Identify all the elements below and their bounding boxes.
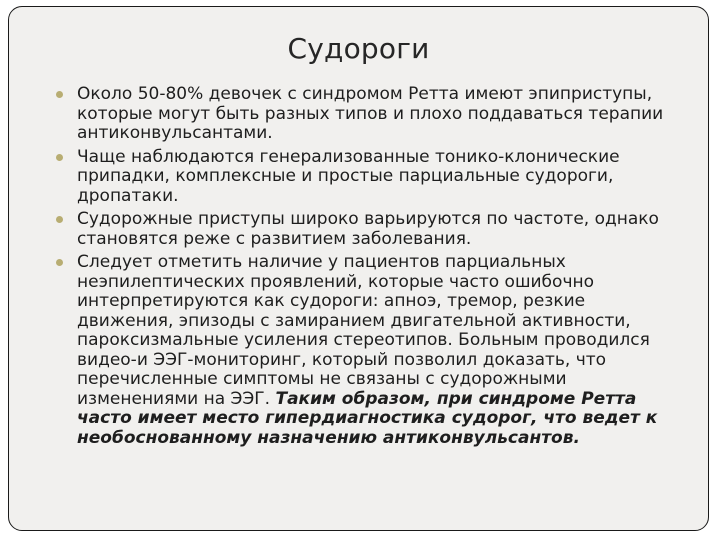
bullet-item [55, 85, 680, 144]
bullet-emphasis-text: Таким образом, при синдроме Ретта часто имеет место гипердиагностика судорог, что ведет к необоснованному назначению антиконвульсантов. [77, 388, 658, 448]
bullet-text: Чаще наблюдаются генерализованные тонико-клонические припадки, комплексные и простые парциальные судороги, дропатаки. [77, 146, 620, 206]
bullet-marker [56, 216, 63, 223]
bullet-text: Около 50-80% девочек с синдромом Ретта имеют эпиприступы, которые могут быть разных типов и плохо поддаваться терапии антиконвульсантами. [77, 84, 664, 143]
bullet-item [55, 148, 680, 207]
slide-title: Судороги [287, 32, 430, 65]
bullet-marker [56, 154, 63, 161]
bullet-text: Следует отметить наличие у пациентов парциальных неэпилептических проявлений, которые часто ошибочно интерпретируются как судороги: апноэ, тремор, резкие движения, эпизоды с замиранием двигательной активности, пароксизмальные усиления стереотипов. Больным проводился видео-и ЭЭГ-мониторинг, который позволил доказать, что перечисленные симптомы не связаны с судорожными изменениями на ЭЭГ. [77, 252, 650, 409]
bullet-list [55, 85, 680, 452]
bullet-marker [56, 259, 63, 266]
bullet-text: Судорожные приступы широко варьируются по частоте, однако становятся реже с развитием заболевания. [77, 209, 659, 249]
bullet-item [55, 253, 680, 448]
bullet-marker [56, 91, 63, 98]
bullet-item [55, 210, 680, 249]
slide-frame [8, 6, 709, 531]
